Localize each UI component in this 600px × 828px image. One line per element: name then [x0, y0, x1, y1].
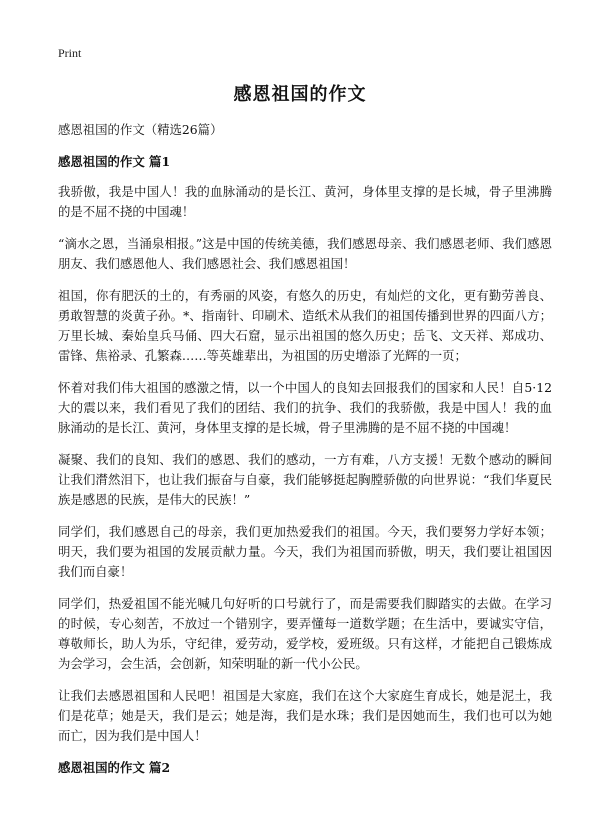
section-heading-2: 感恩祖国的作文 篇2 — [58, 760, 171, 775]
paragraph-2: “滴水之恩，当涌泉相报。”这是中国的传统美德，我们感恩母亲、我们感恩老师、我们感恩朋友、我们感恩他人、我们感恩社会、我们感恩祖国！ — [58, 236, 552, 271]
paragraph-6: 同学们，我们感恩自己的母亲，我们更加热爱我们的祖国。今天，我们要努力学好本领；明天，我们要为祖国的发展贡献力量。今天，我们为祖国而骄傲，明天，我们要让祖国因我们而自豪！ — [58, 524, 552, 579]
paragraph-8: 让我们去感恩祖国和人民吧！祖国是大家庭，我们在这个大家庭生育成长，她是泥土，我们是花草；她是天，我们是云；她是海，我们是水珠；我们是因她而生，我们也可以为她而亡，因为我们是中国人！ — [58, 688, 552, 743]
article-subtitle: 感恩祖国的作文（精选26篇） — [58, 122, 223, 137]
paragraph-4: 怀着对我们伟大祖国的感激之情，以一个中国人的良知去回报我们的国家和人民！自5·12大的震以来，我们看见了我们的团结、我们的抗争、我们的我骄傲，我是中国人！我的血脉涌动的是长江、黄河，身体里支撑的是长城，骨子里沸腾的是不屈不挠的中国魂！ — [58, 380, 552, 435]
page-title: 感恩祖国的作文 — [233, 84, 367, 105]
paragraph-3: 祖国，你有肥沃的土的，有秀丽的风姿，有悠久的历史，有灿烂的文化，更有勤劳善良、勇敢智慧的炎黄子孙。*、指南针、印刷术、造纸术从我们的祖国传播到世界的四面八方；万里长城、秦始皇兵马俑、四大石窟，显示出祖国的悠久历史；岳飞、文天祥、郑成功、雷锋、焦裕录、孔繁森……等英雄辈出，为祖国的历史增添了光辉的一页； — [58, 288, 552, 363]
section-heading-1: 感恩祖国的作文 篇1 — [58, 154, 171, 169]
article-body — [58, 120, 552, 788]
paragraph-1: 我骄傲，我是中国人！我的血脉涌动的是长江、黄河，身体里支撑的是长城，骨子里沸腾的是不屈不挠的中国魂！ — [58, 184, 552, 219]
paragraph-5: 凝聚、我们的良知、我们的感恩、我们的感动，一方有难，八方支援！无数个感动的瞬间让我们潸然泪下，也让我们振奋与自豪，我们能够挺起胸膛骄傲的向世界说：“我们华夏民族是感恩的民族，是伟大的民族！” — [58, 452, 552, 507]
print-link[interactable]: Print — [58, 46, 82, 60]
paragraph-7: 同学们，热爱祖国不能光喊几句好听的口号就行了，而是需要我们脚踏实的去做。在学习的时候，专心刻苦，不放过一个错别字，要弄懂每一道数学题；在生活中，要诚实守信，尊敬师长，助人为乐，守纪律，爱劳动，爱学校，爱班级。只有这样，才能把自己锻炼成为会学习，会生活，会创新，知荣明耻的新一代小公民。 — [58, 596, 552, 671]
